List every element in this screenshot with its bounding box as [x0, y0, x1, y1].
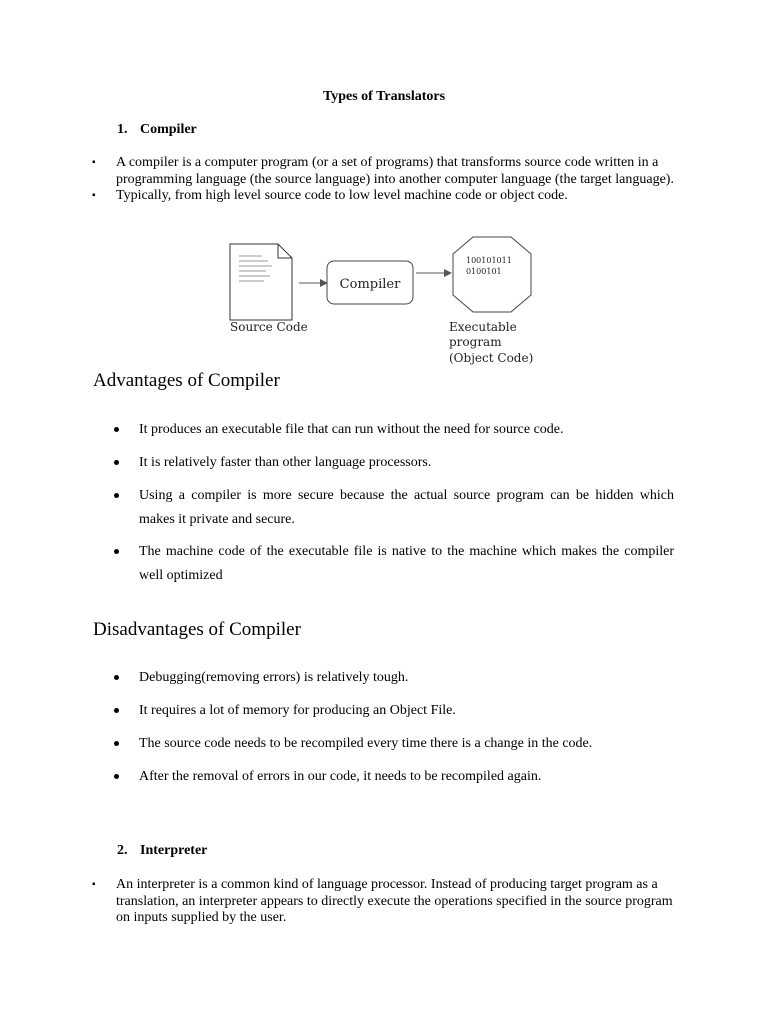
list-item [114, 540, 674, 588]
executable-label-line3: (Object Code) [449, 351, 534, 365]
list-item-text: It requires a lot of memory for producing an Object File. [139, 703, 456, 718]
section-heading-text: Interpreter [140, 843, 208, 858]
list-item-text: The machine code of the executable file is native to the machine which makes the compiler well optimized [139, 544, 674, 583]
square-bullet-icon: ▪ [92, 879, 96, 890]
bullet-dot-icon [114, 427, 119, 432]
list-item [92, 188, 682, 205]
list-item-text: It is relatively faster than other language processors. [139, 455, 432, 470]
section-heading-interpreter [117, 843, 207, 859]
list-item-text: After the removal of errors in our code, it needs to be recompiled again. [139, 769, 542, 784]
bullet-dot-icon [114, 460, 119, 465]
section-heading-compiler [117, 122, 197, 138]
bullet-dot-icon [114, 675, 119, 680]
compiler-diagram [220, 232, 550, 374]
section-number: 2. [117, 843, 128, 858]
arrow-right-icon [299, 279, 328, 287]
executable-label-line2: program [449, 335, 502, 349]
list-item [114, 732, 674, 756]
compiler-bullet-list [92, 155, 682, 205]
section-heading-text: Compiler [140, 122, 197, 137]
disadvantages-heading: Disadvantages of Compiler [93, 619, 301, 640]
bullet-dot-icon [114, 741, 119, 746]
interpreter-bullet-list [92, 877, 682, 927]
list-item [114, 666, 674, 690]
list-item [114, 484, 674, 532]
square-bullet-icon: ▪ [92, 157, 96, 168]
list-item-text: Debugging(removing errors) is relatively tough. [139, 670, 409, 685]
square-bullet-icon: ▪ [92, 190, 96, 202]
section-number: 1. [117, 122, 128, 137]
list-item [114, 418, 674, 442]
list-item-text: The source code needs to be recompiled every time there is a change in the code. [139, 736, 593, 751]
advantages-heading: Advantages of Compiler [93, 370, 280, 391]
list-item [92, 155, 682, 188]
bullet-dot-icon [114, 708, 119, 713]
list-item [114, 699, 674, 723]
bullet-text: A compiler is a computer program (or a set of programs) that transforms source code written in a programming language (the source language) into another computer language (the target language). [116, 155, 674, 187]
bullet-dot-icon [114, 549, 119, 554]
source-code-label: Source Code [230, 320, 308, 334]
bullet-dot-icon [114, 493, 119, 498]
page-title: Types of Translators [322, 89, 446, 104]
binary-text-line1: 100101011 [466, 256, 512, 265]
list-item-text: It produces an executable file that can run without the need for source code. [139, 422, 564, 437]
executable-label-line1: Executable [449, 320, 517, 334]
bullet-dot-icon [114, 774, 119, 779]
arrow-right-icon [416, 269, 452, 277]
list-item [92, 877, 682, 927]
bullet-text: Typically, from high level source code to low level machine code or object code. [116, 188, 568, 204]
list-item [114, 765, 674, 789]
binary-text-line2: 0100101 [466, 267, 502, 276]
list-item [114, 451, 674, 475]
list-item-text: Using a compiler is more secure because the actual source program can be hidden which makes it private and secure. [139, 488, 674, 527]
bullet-text: An interpreter is a common kind of language processor. Instead of producing target program as a translation, an interpreter appears to directly execute the operations specified in the source program on inputs supplied by the user. [116, 877, 673, 926]
source-document-icon [230, 244, 292, 320]
compiler-box-label: Compiler [339, 277, 401, 292]
